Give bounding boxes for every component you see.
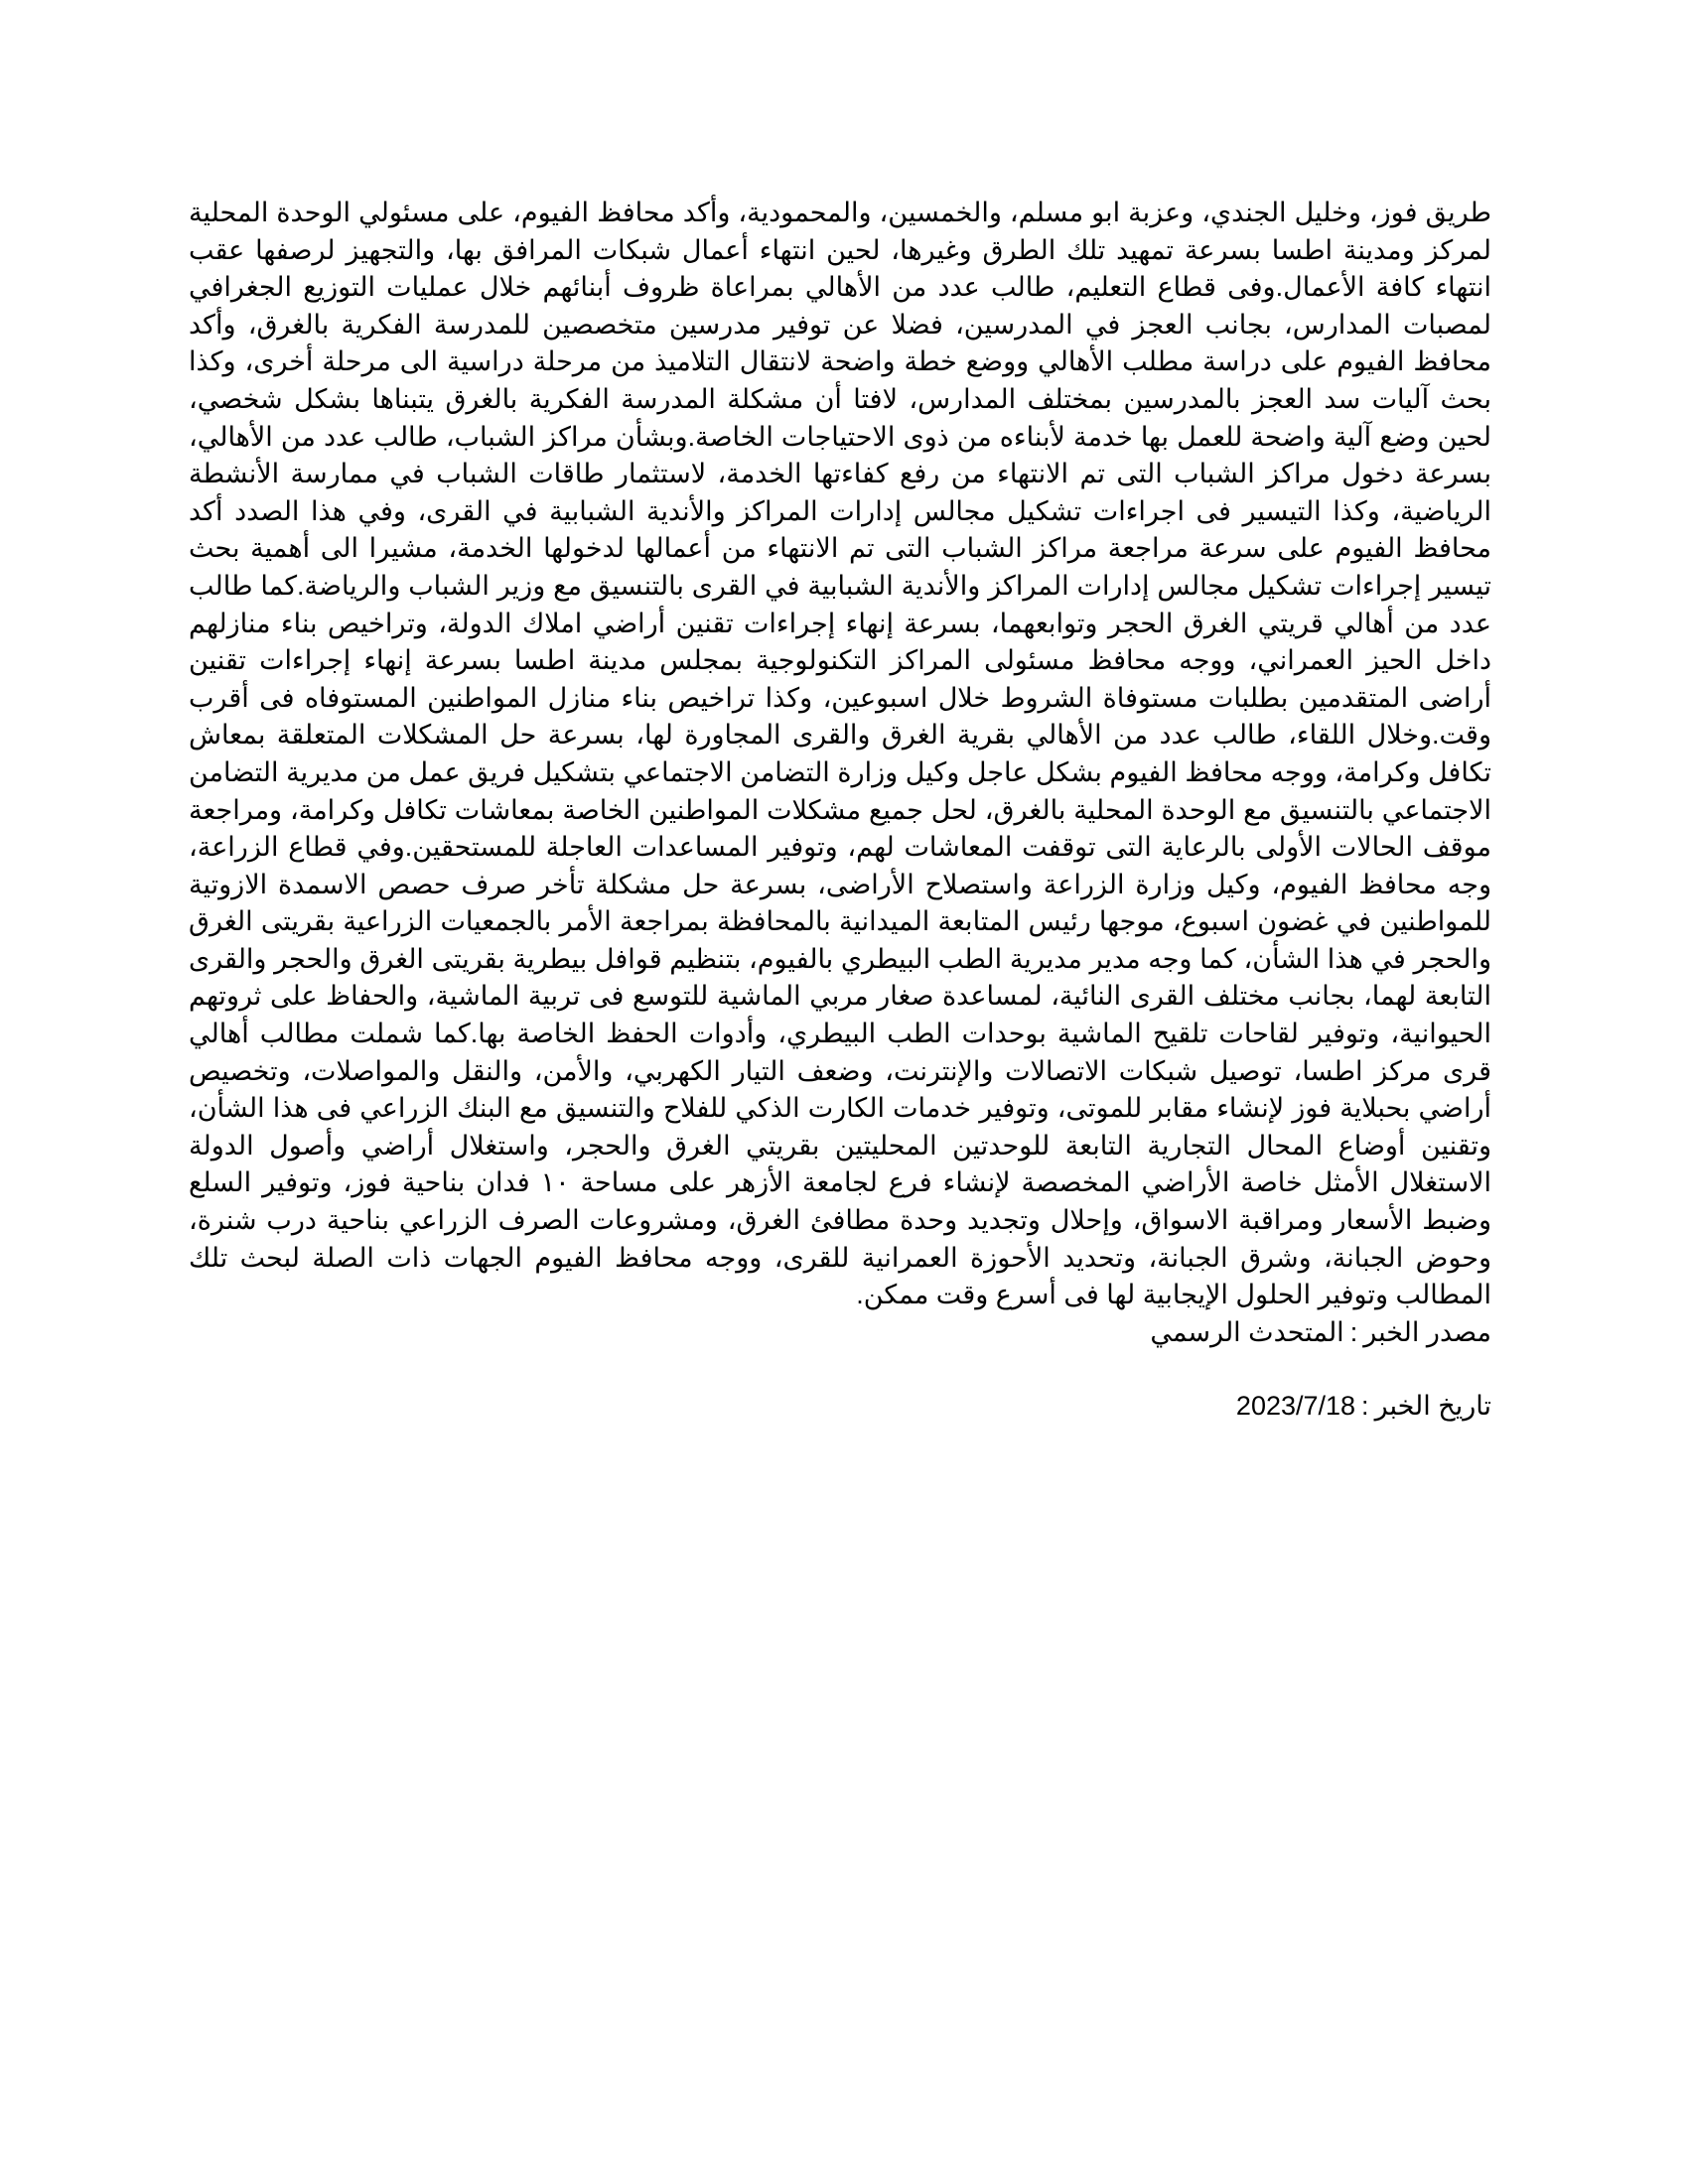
document-page: [189, 195, 1491, 1426]
news-source-line: [189, 1314, 1491, 1352]
article-body: طريق فوز، وخليل الجندي، وعزبة ابو مسلم، والخمسين، والمحمودية، وأكد محافظ الفيوم، على مسئولي الوحدة المحلية لمركز ومدينة اطسا بسرعة تمهيد تلك الطرق وغيرها، لحين انتهاء أعمال شبكات المرافق بها، والتجهيز لرصفها عقب انتهاء كافة الأعمال.وفى قطاع التعليم، طالب عدد من الأهالي بمراعاة ظروف أبنائهم خلال عمليات التوزيع الجغرافي لمصبات المدارس، بجانب العجز في المدرسين، فضلا عن توفير مدرسين متخصصين للمدرسة الفكرية بالغرق، وأكد محافظ الفيوم على دراسة مطلب الأهالي ووضع خطة واضحة لانتقال التلاميذ من مرحلة دراسية الى مرحلة أخرى، وكذا بحث آليات سد العجز بالمدرسين بمختلف المدارس، لافتا أن مشكلة المدرسة الفكرية بالغرق يتبناها بشكل شخصي، لحين وضع آلية واضحة للعمل بها خدمة لأبناءه من ذوى الاحتياجات الخاصة.وبشأن مراكز الشباب، طالب عدد من الأهالي، بسرعة دخول مراكز الشباب التى تم الانتهاء من رفع كفاءتها الخدمة، لاستثمار طاقات الشباب في ممارسة الأنشطة الرياضية، وكذا التيسير فى اجراءات تشكيل مجالس إدارات المراكز والأندية الشبابية في القرى، وفي هذا الصدد أكد محافظ الفيوم على سرعة مراجعة مراكز الشباب التى تم الانتهاء من أعمالها لدخولها الخدمة، مشيرا الى أهمية بحث تيسير إجراءات تشكيل مجالس إدارات المراكز والأندية الشبابية في القرى بالتنسيق مع وزير الشباب والرياضة.كما طالب عدد من أهالي قريتي الغرق الحجر وتوابعهما، بسرعة إنهاء إجراءات تقنين أراضي املاك الدولة، وتراخيص بناء منازلهم داخل الحيز العمراني، ووجه محافظ مسئولى المراكز التكنولوجية بمجلس مدينة اطسا بسرعة إنهاء إجراءات تقنين أراضى المتقدمين بطلبات مستوفاة الشروط خلال اسبوعين، وكذا تراخيص بناء منازل المواطنين المستوفاه فى أقرب وقت.وخلال اللقاء، طالب عدد من الأهالي بقرية الغرق والقرى المجاورة لها، بسرعة حل المشكلات المتعلقة بمعاش تكافل وكرامة، ووجه محافظ الفيوم بشكل عاجل وكيل وزارة التضامن الاجتماعي بتشكيل فريق عمل من مديرية التضامن الاجتماعي بالتنسيق مع الوحدة المحلية بالغرق، لحل جميع مشكلات المواطنين الخاصة بمعاشات تكافل وكرامة، ومراجعة موقف الحالات الأولى بالرعاية التى توقفت المعاشات لهم، وتوفير المساعدات العاجلة للمستحقين.وفي قطاع الزراعة، وجه محافظ الفيوم، وكيل وزارة الزراعة واستصلاح الأراضى، بسرعة حل مشكلة تأخر صرف حصص الاسمدة الازوتية للمواطنين في غضون اسبوع، موجها رئيس المتابعة الميدانية بالمحافظة بمراجعة الأمر بالجمعيات الزراعية بقريتى الغرق والحجر في هذا الشأن، كما وجه مدير مديرية الطب البيطري بالفيوم، بتنظيم قوافل بيطرية بقريتى الغرق والحجر والقرى التابعة لهما، بجانب مختلف القرى النائية، لمساعدة صغار مربي الماشية للتوسع فى تربية الماشية، والحفاظ على ثروتهم الحيوانية، وتوفير لقاحات تلقيح الماشية بوحدات الطب البيطري، وأدوات الحفظ الخاصة بها.كما شملت مطالب أهالي قرى مركز اطسا، توصيل شبكات الاتصالات والإنترنت، وضعف التيار الكهربي، والأمن، والنقل والمواصلات، وتخصيص أراضي بحبلاية فوز لإنشاء مقابر للموتى، وتوفير خدمات الكارت الذكي للفلاح والتنسيق مع البنك الزراعي فى هذا الشأن، وتقنين أوضاع المحال التجارية التابعة للوحدتين المحليتين بقريتي الغرق والحجر، واستغلال أراضي وأصول الدولة الاستغلال الأمثل خاصة الأراضي المخصصة لإنشاء فرع لجامعة الأزهر على مساحة ١٠ فدان بناحية فوز، وتوفير السلع وضبط الأسعار ومراقبة الاسواق، وإحلال وتجديد وحدة مطافئ الغرق، ومشروعات الصرف الزراعي بناحية درب شنرة، وحوض الجبانة، وشرق الجبانة، وتحديد الأحوزة العمرانية للقرى، ووجه محافظ الفيوم الجهات ذات الصلة لبحث تلك المطالب وتوفير الحلول الإيجابية لها فى أسرع وقت ممكن.: [189, 198, 1491, 1310]
news-source-value: المتحدث الرسمي: [1150, 1316, 1344, 1347]
news-date-label: تاريخ الخبر: [1374, 1391, 1491, 1422]
news-source-label: مصدر الخبر: [1363, 1316, 1491, 1347]
news-date-value: 2023/7/18: [1235, 1391, 1356, 1422]
news-source-separator: :: [1349, 1316, 1358, 1347]
news-date-line: [189, 1388, 1491, 1426]
news-date-separator: :: [1361, 1391, 1369, 1422]
